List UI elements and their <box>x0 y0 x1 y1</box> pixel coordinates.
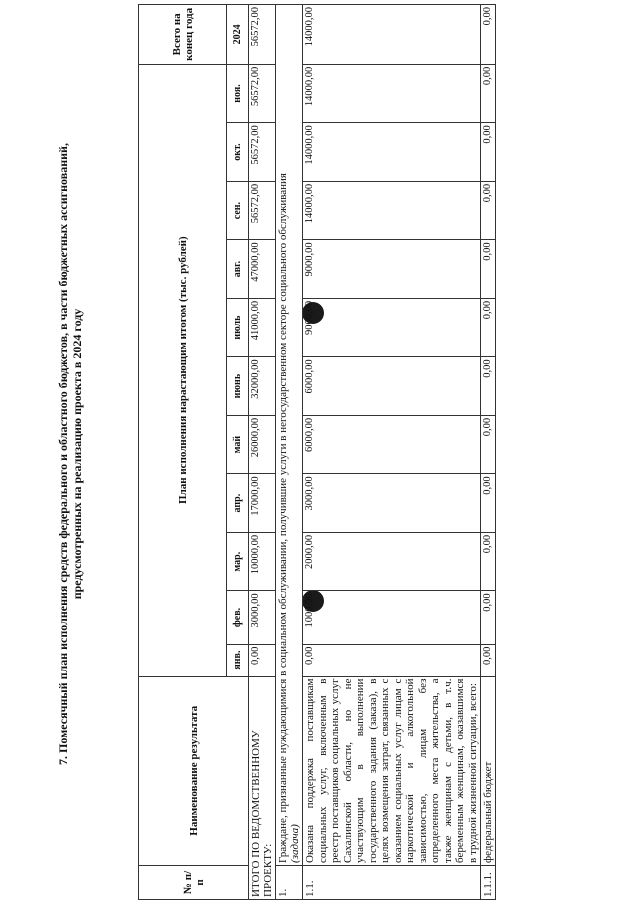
row-1-1-value: 9000,00 <box>303 240 481 299</box>
row-1-1-value: 1000,00 <box>303 591 481 644</box>
row-1-1-value: 9000,00 <box>303 298 481 357</box>
total-label: ИТОГО ПО ВЕДОМСТВЕННОМУ ПРОЕКТУ: <box>249 676 276 899</box>
total-value: 0,00 <box>249 644 276 676</box>
row-1-1-1-value: 0,00 <box>481 298 496 357</box>
row-1-1-1-value: 0,00 <box>481 532 496 591</box>
header-total: Всего на конец года <box>139 5 227 65</box>
row-1-1-text: Оказана поддержка поставщикам социальных услуг, включенным в реестр поставщиков социальных услуг Сахалинской области, но не участвующим в выполнении государственного задания (заказа), в целях возмещения затрат, связанных с оказанием социальных услуг лицам с наркотической и алкогольной зависимостью, лицам без определенного места жительства, а также женщинам с детьми, в т.ч. беременным женщинам, оказавшимся в трудной жизненной ситуации, всего: <box>303 676 481 865</box>
row-1-1-value: 14000,00 <box>303 123 481 182</box>
row-1-1-value: 3000,00 <box>303 474 481 533</box>
row-1-1-1-value: 0,00 <box>481 240 496 299</box>
header-month: июль <box>227 298 249 357</box>
row-1-1-1-value: 0,00 <box>481 64 496 123</box>
total-value: 56572,00 <box>249 5 276 65</box>
total-value: 56572,00 <box>249 181 276 240</box>
header-row-top <box>139 5 227 900</box>
total-value: 26000,00 <box>249 415 276 474</box>
total-value: 56572,00 <box>249 123 276 182</box>
header-month: июнь <box>227 357 249 416</box>
row-1-1-value: 14000,00 <box>303 5 481 65</box>
header-month: мар. <box>227 532 249 591</box>
document-title <box>56 54 84 854</box>
row-1-1-1-text: федеральный бюджет <box>481 676 496 865</box>
header-year: 2024 <box>227 5 249 65</box>
total-value: 32000,00 <box>249 357 276 416</box>
header-name: Наименование результата <box>139 676 249 865</box>
total-value: 47000,00 <box>249 240 276 299</box>
row-1-1-1-value: 0,00 <box>481 644 496 676</box>
row-total <box>249 5 276 900</box>
total-value: 3000,00 <box>249 591 276 644</box>
title-line-2: предусмотренных на реализацию проекта в 2024 году <box>70 308 84 600</box>
row-1-1-value: 14000,00 <box>303 181 481 240</box>
header-month: фев. <box>227 591 249 644</box>
header-month: авг. <box>227 240 249 299</box>
total-value: 41000,00 <box>249 298 276 357</box>
title-line-1: 7. Помесячный план исполнения средств федерального и областного бюджетов, в части бюджетных ассигнований, <box>56 143 70 765</box>
row-1-1-1-value: 0,00 <box>481 123 496 182</box>
row-1-1-1 <box>481 5 496 900</box>
header-month: ноя. <box>227 64 249 123</box>
row-1-1-value: 0,00 <box>303 644 481 676</box>
total-value: 10000,00 <box>249 532 276 591</box>
total-value: 56572,00 <box>249 64 276 123</box>
row-1-1-1-value: 0,00 <box>481 415 496 474</box>
header-month: сен. <box>227 181 249 240</box>
header-no: № п/п <box>139 865 249 899</box>
row-1-1-value: 14000,00 <box>303 64 481 123</box>
row-1-1-1-no: 1.1.1. <box>481 865 496 899</box>
row-1-1-value: 6000,00 <box>303 357 481 416</box>
header-month: окт. <box>227 123 249 182</box>
header-month: апр. <box>227 474 249 533</box>
header-month: янв. <box>227 644 249 676</box>
row-1-1 <box>303 5 481 900</box>
header-month: май <box>227 415 249 474</box>
row-1-1-1-value: 0,00 <box>481 474 496 533</box>
row-1-1-1-value: 0,00 <box>481 5 496 65</box>
row-1-1-1-value: 0,00 <box>481 181 496 240</box>
budget-plan-table <box>138 4 496 900</box>
total-value: 17000,00 <box>249 474 276 533</box>
row-task <box>276 5 303 900</box>
row-1-1-no: 1.1. <box>303 865 481 899</box>
task-tag: (задача) <box>289 824 301 863</box>
task-text: Граждане, признанные нуждающимися в социальном обслуживании, получившие услуги в негосударственном секторе социального обслуживания <box>277 173 289 863</box>
task-cell <box>276 5 303 866</box>
header-plan: План исполнения нарастающим итогом (тыс. рублей) <box>139 64 227 676</box>
row-1-1-value: 2000,00 <box>303 532 481 591</box>
row-1-1-1-value: 0,00 <box>481 357 496 416</box>
task-no: 1. <box>276 865 303 899</box>
row-1-1-1-value: 0,00 <box>481 591 496 644</box>
row-1-1-value: 6000,00 <box>303 415 481 474</box>
